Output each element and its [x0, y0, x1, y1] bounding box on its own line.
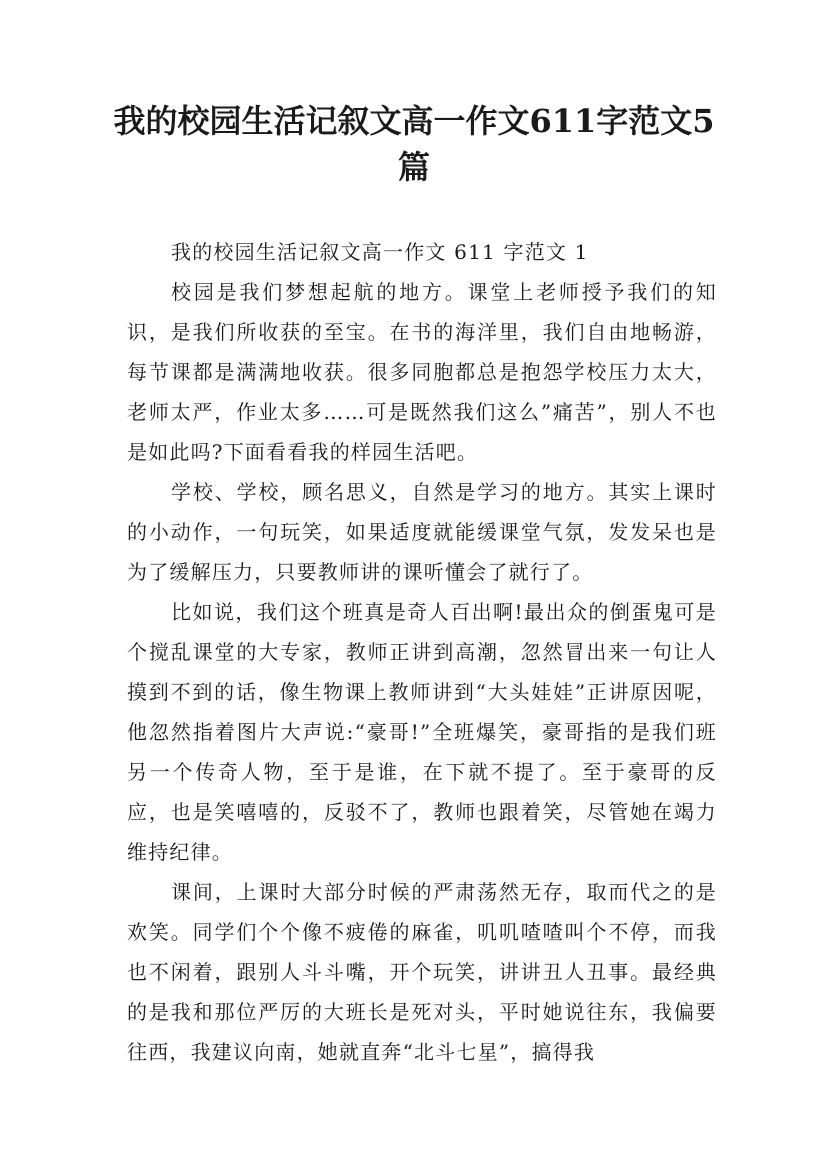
essay-subheading: 我的校园生活记叙文高一作文 611 字范文 1: [171, 240, 589, 264]
document-title: 我的校园生活记叙文高一作文611字范文5篇: [113, 102, 715, 186]
paragraph: 校园是我们梦想起航的地方。课堂上老师授予我们的知识，是我们所收获的至宝。在书的海洋里，我们自由地畅游，每节课都是满满地收获。很多同胞都总是抱怨学校压力太大，老师太严，作业太多……可是既然我们这么”痛苦”，别人不也是如此吗?下面看看我的样园生活吧。: [127, 280, 717, 464]
paragraph: 课间，上课时大部分时候的严肃荡然无存，取而代之的是欢笑。同学们个个像不疲倦的麻雀，叽叽喳喳叫个不停，而我也不闲着，跟别人斗斗嘴，开个玩笑，讲讲丑人丑事。最经典的是我和那位严厉的大班长是死对头，平时她说往东，我偏要往西，我建议向南，她就直奔“北斗七星”，搞得我: [127, 880, 717, 1064]
document-body: [127, 232, 717, 1072]
paragraph: 学校、学校，顾名思义，自然是学习的地方。其实上课时的小动作，一句玩笑，如果适度就能缓课堂气氛，发发呆也是为了缓解压力，只要教师讲的课听懂会了就行了。: [127, 480, 717, 584]
paragraph: 比如说，我们这个班真是奇人百出啊!最出众的倒蛋鬼可是个搅乱课堂的大专家，教师正讲到高潮，忽然冒出来一句让人摸到不到的话，像生物课上教师讲到“大头娃娃”正讲原因呢，他忽然指着图片大声说:“豪哥!”全班爆笑，豪哥指的是我们班另一个传奇人物，至于是谁，在下就不提了。至于豪哥的反应，也是笑嘻嘻的，反驳不了，教师也跟着笑，尽管她在竭力维持纪律。: [127, 600, 717, 864]
